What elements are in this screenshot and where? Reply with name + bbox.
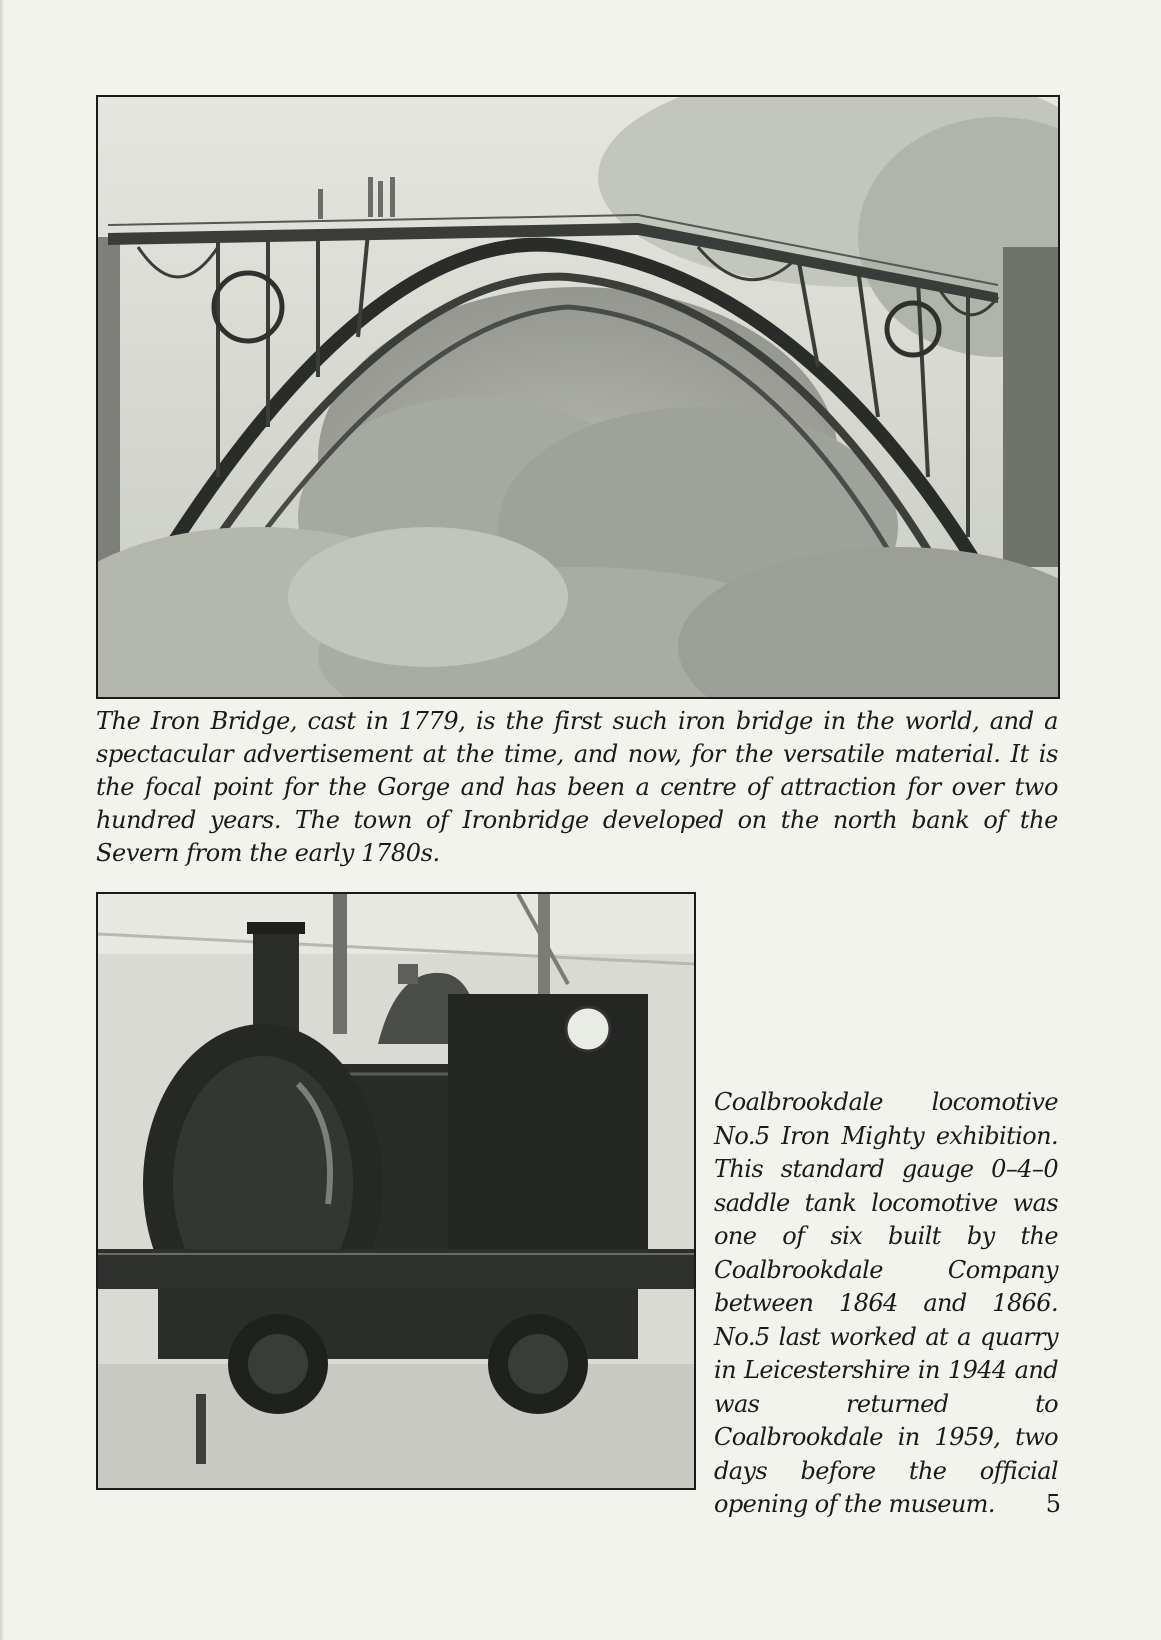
page-number: 5 xyxy=(1045,1490,1061,1518)
locomotive-caption: Coalbrookdale locomotive No.5 Iron Mighty exhibition. This standard gauge 0–4–0 saddle tank locomotive was one of six built by the Coalbrookdale Company between 1864 and 1866. No.5 last worked at a quarry in Leicestershire in 1944 and was returned to Coalbrookdale in 1959, two days before the official opening of the museum. xyxy=(714,1088,1058,1518)
iron-bridge-caption: The Iron Bridge, cast in 1779, is the first such iron bridge in the world, and a spectacular advertisement at the time, and now, for the versatile material. It is the focal point for the Gorge and has been a centre of attraction for over two hundred years. The town of Ironbridge developed on the north bank of the Severn from the early 1780s. xyxy=(96,707,1058,867)
page-edge xyxy=(0,0,4,1640)
iron-bridge-illustration xyxy=(98,97,1058,697)
locomotive-photo xyxy=(96,892,696,1490)
locomotive-illustration xyxy=(98,894,694,1488)
iron-bridge-photo xyxy=(96,95,1060,699)
